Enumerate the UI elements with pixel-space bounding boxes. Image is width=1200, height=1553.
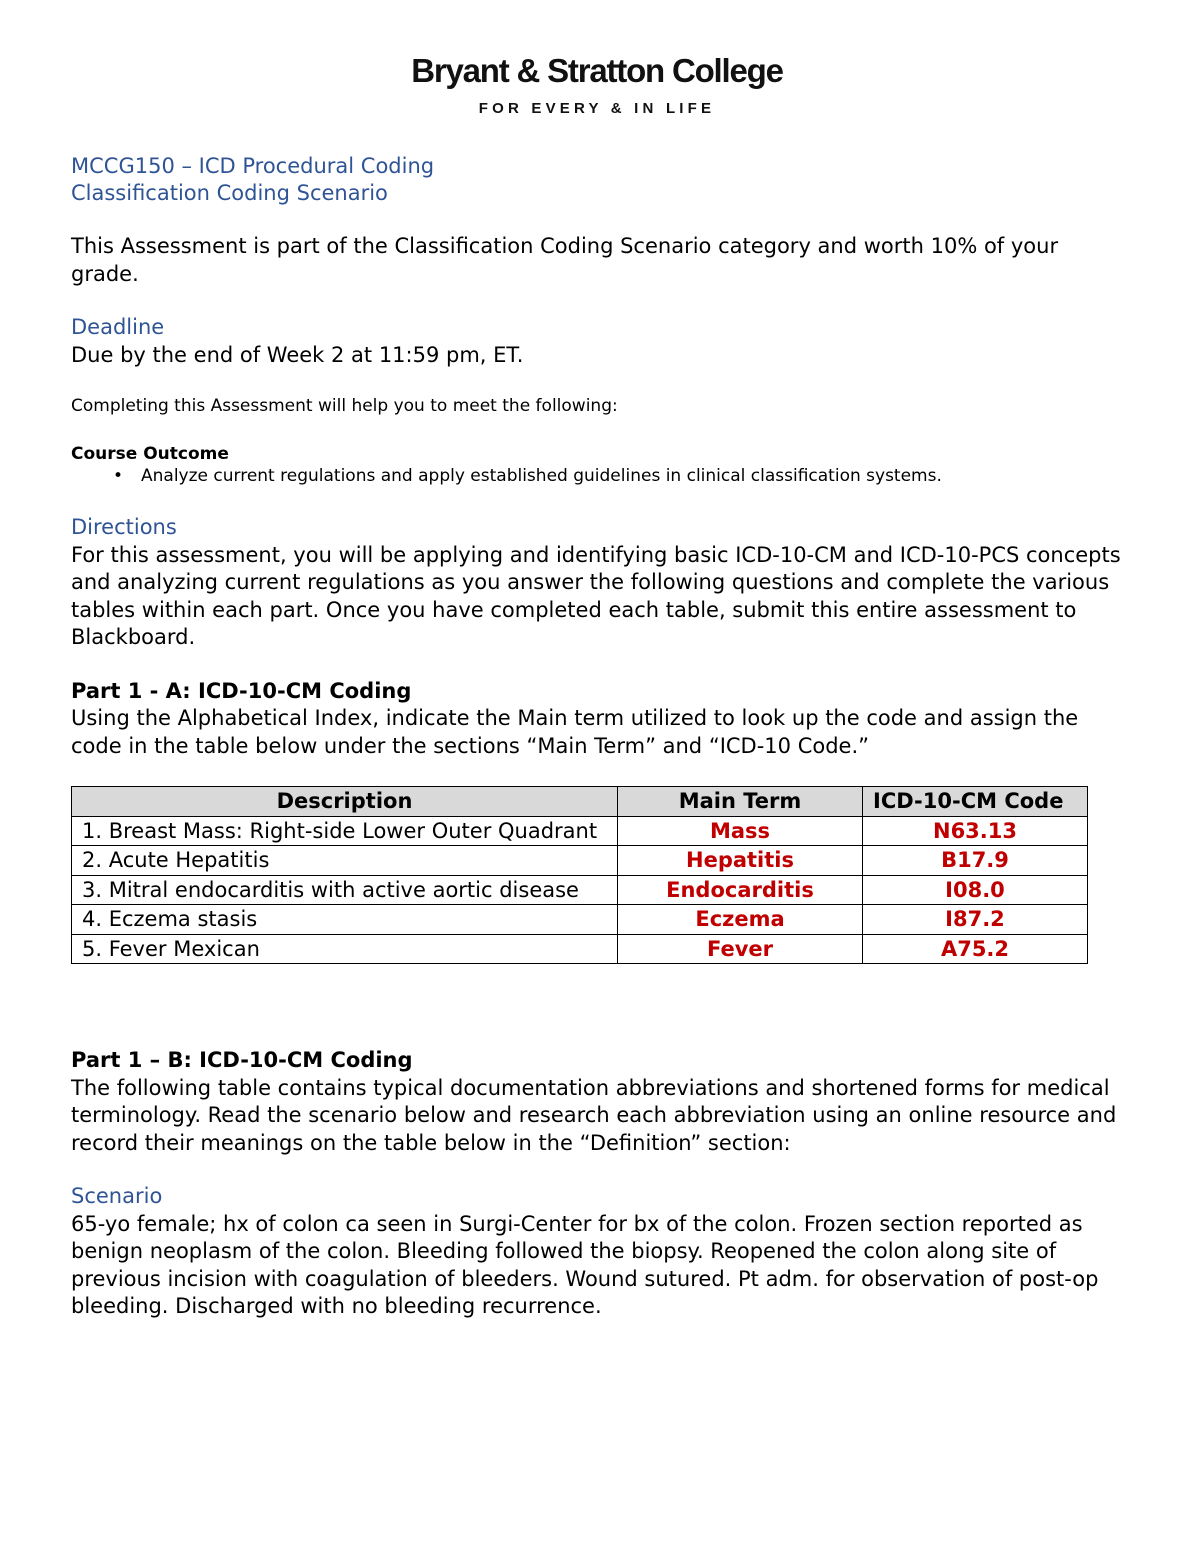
deadline-text: Due by the end of Week 2 at 11:59 pm, ET.	[71, 342, 524, 367]
directions-heading: Directions	[71, 515, 177, 539]
logo-name: Bryant & Stratton College	[411, 52, 783, 89]
course-outcome-list	[71, 465, 1131, 488]
scenario-text: 65-yo female; hx of colon ca seen in Surgi-Center for bx of the colon. Frozen section reported as benign neoplasm of the colon. Bleeding followed the biopsy. Reopened the colon along site of previous incision with coagulation of bleeders. Wound sutured. Pt adm. for observation of post-op bleeding. Discharged with no bleeding recurrence.	[71, 1211, 1099, 1318]
column-header-description: Description	[72, 787, 618, 817]
scenario-heading: Scenario	[71, 1184, 163, 1208]
document-body	[71, 153, 1131, 1321]
description-cell: 3. Mitral endocarditis with active aortic disease	[72, 875, 618, 905]
bullet-icon: •	[113, 466, 124, 486]
table-row	[72, 846, 1088, 876]
table-row	[72, 875, 1088, 905]
course-code-title: MCCG150 – ICD Procedural Coding	[71, 154, 435, 178]
table-row	[72, 816, 1088, 846]
icd-code-table	[71, 786, 1088, 964]
assessment-title: Classification Coding Scenario	[71, 181, 388, 205]
list-item	[71, 465, 1131, 488]
completing-text: Completing this Assessment will help you to meet the following:	[71, 396, 618, 416]
main-term-cell: Mass	[618, 816, 863, 846]
code-cell: B17.9	[863, 846, 1088, 876]
description-cell: 5. Fever Mexican	[72, 934, 618, 964]
code-cell: I08.0	[863, 875, 1088, 905]
logo-tagline: FOR EVERY & IN LIFE	[478, 100, 716, 117]
main-term-cell: Endocarditis	[618, 875, 863, 905]
college-logo	[0, 52, 1200, 117]
part1b-text: The following table contains typical documentation abbreviations and shortened forms for medical terminology. Read the scenario below and research each abbreviation using an online resource and record their meanings on the table below in the “Definition” section:	[71, 1075, 1117, 1155]
intro-text: This Assessment is part of the Classification Coding Scenario category and worth 10% of your grade.	[71, 234, 1059, 286]
part1a-heading: Part 1 - A: ICD-10-CM Coding	[71, 678, 412, 703]
description-cell: 2. Acute Hepatitis	[72, 846, 618, 876]
table-row	[72, 905, 1088, 935]
table-header-row	[72, 787, 1088, 817]
code-cell: I87.2	[863, 905, 1088, 935]
code-cell: A75.2	[863, 934, 1088, 964]
main-term-cell: Eczema	[618, 905, 863, 935]
main-term-cell: Fever	[618, 934, 863, 964]
table-row	[72, 934, 1088, 964]
course-outcome-heading: Course Outcome	[71, 444, 229, 464]
outcome-text: Analyze current regulations and apply established guidelines in clinical classification systems.	[141, 466, 942, 486]
description-cell: 1. Breast Mass: Right-side Lower Outer Quadrant	[72, 816, 618, 846]
part1a-text: Using the Alphabetical Index, indicate the Main term utilized to look up the code and assign the code in the table below under the sections “Main Term” and “ICD-10 Code.”	[71, 706, 1079, 758]
description-cell: 4. Eczema stasis	[72, 905, 618, 935]
part1b-heading: Part 1 – B: ICD-10-CM Coding	[71, 1048, 413, 1072]
directions-text: For this assessment, you will be applying and identifying basic ICD-10-CM and ICD-10-PCS concepts and analyzing current regulations as you answer the following questions and complete the various tables within each part. Once you have completed each table, submit this entire assessment to Blackboard.	[71, 542, 1121, 649]
column-header-main-term: Main Term	[618, 787, 863, 817]
column-header-code: ICD-10-CM Code	[863, 787, 1088, 817]
main-term-cell: Hepatitis	[618, 846, 863, 876]
code-cell: N63.13	[863, 816, 1088, 846]
deadline-heading: Deadline	[71, 315, 165, 339]
